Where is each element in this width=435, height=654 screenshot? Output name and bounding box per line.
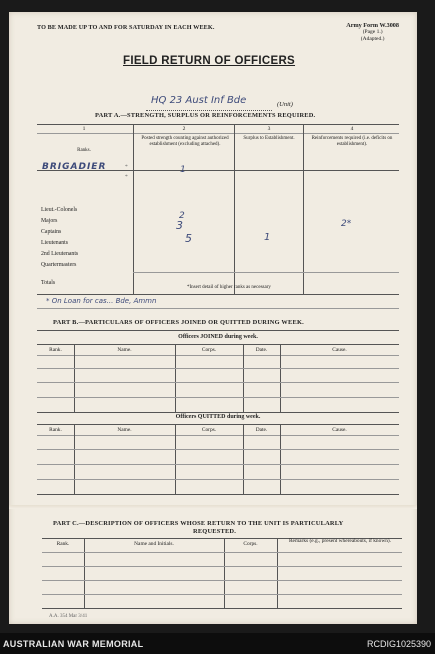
joined-col-date: Date. [255,347,268,353]
value-majors-reinforcements: 2* [341,219,352,229]
col-number-1: 1 [82,126,86,132]
joined-col-name: Name. [117,347,132,353]
joined-col-rank: Rank. [49,347,62,353]
value-lieutenants-posted: 5 [185,232,192,245]
form-number: Army Form W.3008 [346,22,399,29]
form-page: (Page 1.) [362,29,383,35]
unit-label: (Unit) [277,101,293,108]
col-header-ranks: Ranks. [77,148,91,153]
rank-star-2: * [125,174,128,180]
col-header-posted: Posted strength counting against authorized establishment (excluding attached). [141,136,229,147]
part-a-heading: PART A.—STRENGTH, SURPLUS OR REINFORCEMENTS REQUIRED. [95,112,316,119]
footer-institution: AUSTRALIAN WAR MEMORIAL [3,639,144,649]
archive-footer [0,633,435,654]
part-b-heading: PART B.—PARTICULARS OF OFFICERS JOINED OR QUITTED DURING WEEK. [53,319,304,326]
handwritten-note: * On Loan for cas... Bde, Ammn [46,297,157,305]
part-a-footnote: *Insert detail of higher ranks as necessary [187,285,271,290]
partc-col-rank: Rank. [56,541,70,547]
partc-col-name: Name and Initials. [134,541,174,547]
quitted-col-name: Name. [117,427,132,433]
paper-fold [9,505,417,509]
rank-totals: Totals [41,280,56,286]
quitted-col-date: Date. [255,427,268,433]
quitted-col-corps: Corps. [201,427,217,433]
handwritten-rank: BRIGADIER [42,162,107,172]
quitted-col-cause: Cause. [332,427,347,433]
quitted-col-rank: Rank. [49,427,62,433]
part-c-heading-line1: PART C.—DESCRIPTION OF OFFICERS WHOSE RETURN TO THE UNIT IS PARTICULARLY [53,520,344,527]
instruction-text: TO BE MADE UP TO AND FOR SATURDAY IN EACH WEEK. [37,24,215,31]
value-majors-posted: 2 [179,211,185,221]
form-sheet [9,12,417,624]
part-c-heading-line2: REQUESTED. [193,528,237,535]
col-number-4: 4 [350,126,354,132]
rank-lieut-colonels: Lieut.-Colonels [41,207,78,213]
rank-2nd-lieutenants: 2nd Lieutenants [41,251,79,257]
print-code: A.A. 354 Mar 3/41 [49,614,88,619]
quitted-title: Officers QUITTED during week. [175,414,261,420]
unit-handwritten: HQ 23 Aust Inf Bde [151,95,247,106]
partc-col-remarks: Remarks (e.g., present whereabouts, if known). [288,538,392,544]
joined-col-corps: Corps. [201,347,217,353]
rank-lieutenants: Lieutenants [41,240,69,246]
col-header-surplus: Surplus to Establishment. [243,136,295,141]
rank-majors: Majors [41,218,58,224]
footer-record-id: RCDIG1025390 [366,639,431,649]
form-number-block [346,22,399,43]
value-captains-posted: 3 [176,219,183,232]
value-brigadier-posted: 1 [180,165,186,175]
rank-quartermasters: Quartermasters [41,262,77,268]
partc-col-corps: Corps. [243,541,258,547]
joined-title: Officers JOINED during week. [178,334,258,340]
col-number-3: 3 [267,126,271,132]
value-lieutenants-surplus: 1 [264,232,271,243]
form-adapted: (Adapted.) [360,36,385,42]
col-header-reinforcements: Reinforcements required (i.e. deficits on establishment). [311,136,393,147]
joined-col-cause: Cause. [332,347,347,353]
col-number-2: 2 [182,126,186,132]
rank-star-1: * [125,164,128,170]
page-title: FIELD RETURN OF OFFICERS [123,55,296,67]
rank-captains: Captains [41,229,62,235]
